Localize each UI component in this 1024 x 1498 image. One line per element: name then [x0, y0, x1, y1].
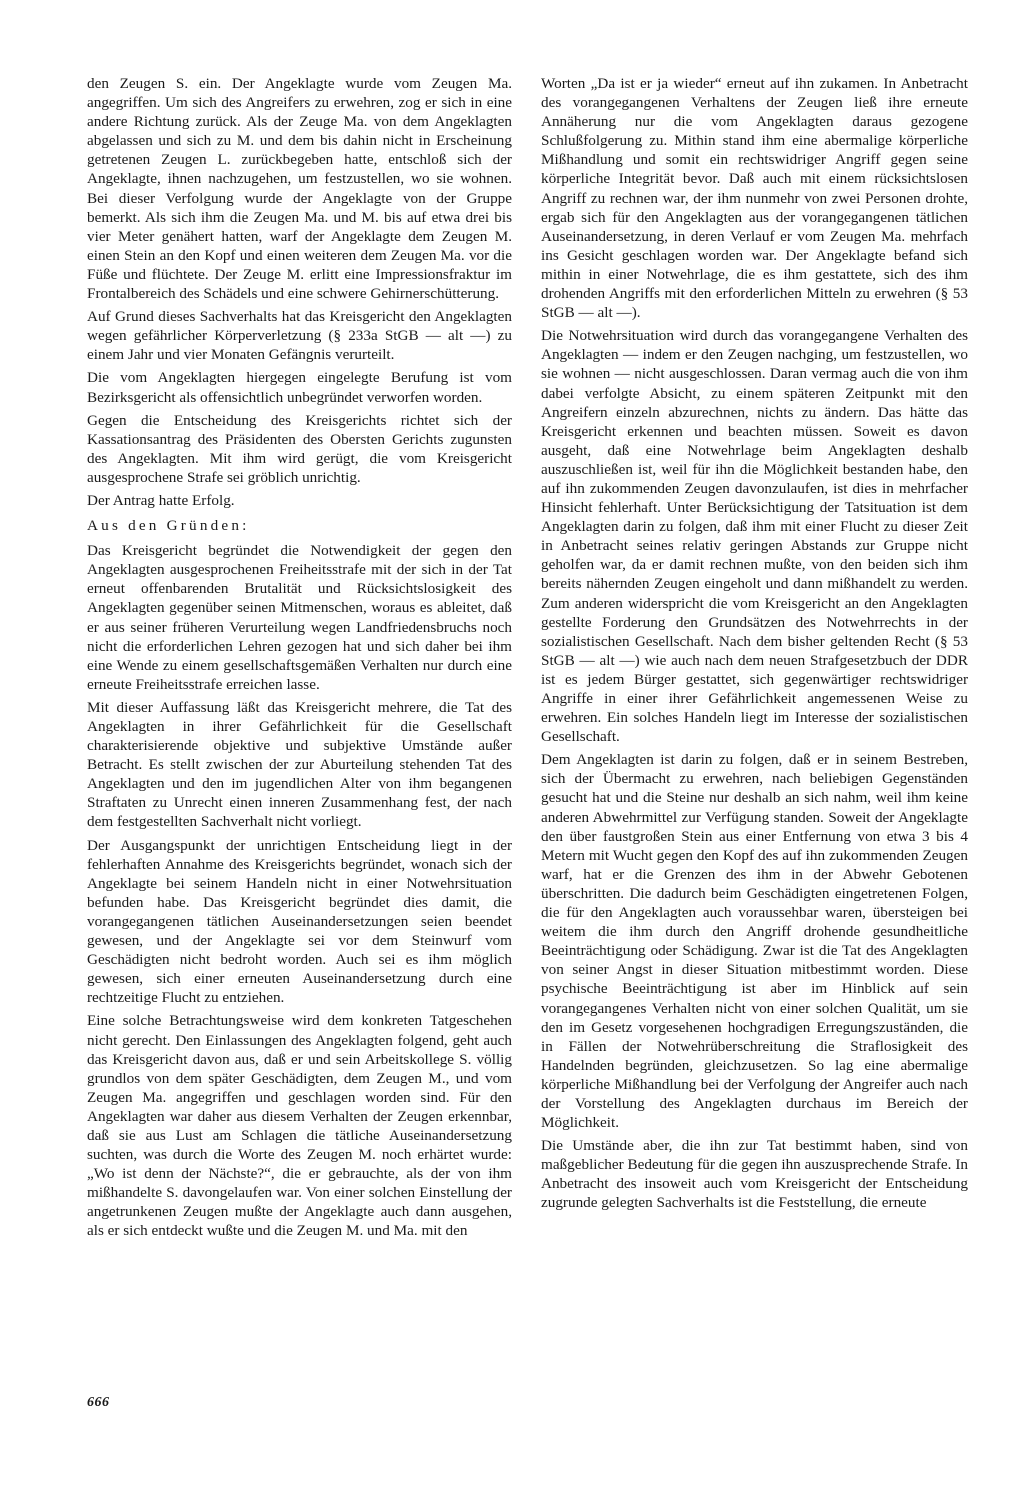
paragraph: den Zeugen S. ein. Der Angeklagte wurde vom Zeugen Ma. angegriffen. Um sich des Angreifers zu erwehren, zog er sich in eine andere Richtung zurück. Als der Zeuge Ma. von dem Angeklagten abgelassen und sich zu M. und dem bis dahin nicht in Erscheinung getretenen Zeugen L. zurückbegeben hatte, entschloß sich der Angeklagte, ihnen nachzugehen, um festzustellen, wo sie wohnen. Bei dieser Verfolgung wurde der Angeklagte von der Gruppe bemerkt. Als sich ihm die Zeugen Ma. und M. bis auf etwa drei bis vier Meter genähert hatten, warf der Angeklagte dem Zeugen M. einen Stein an den Kopf und einen weiteren dem Zeugen Ma. vor die Füße und flüchtete. Der Zeuge M. erlitt eine Impressionsfraktur im Frontalbereich des Schädels und eine schwere Gehirnerschütterung.	[87, 75, 512, 303]
paragraph: Dem Angeklagten ist darin zu folgen, daß er in seinem Bestreben, sich der Übermacht zu erwehren, nach beliebigen Gegenständen gesucht hat und die Steine nur deshalb an sich nahm, weil ihm keine anderen Abwehrmittel zur Verfügung standen. Soweit der Angeklagte den über faustgroßen Stein aus einer Entfernung von etwa 3 bis 4 Metern mit Wucht gegen den Kopf des auf ihn zukommenden Zeugen warf, hat er die Grenzen des ihm in der Abwehr Gebotenen überschritten. Die dadurch beim Geschädigten eingetretenen Folgen, die für den Angeklagten auch voraussehbar waren, übersteigen bei weitem die ihm durch den Angriff drohende gesundheitliche Beeinträchtigung oder Schädigung. Zwar ist die Tat des Angeklagten von seiner Angst in dieser Situation mitbestimmt worden. Diese psychische Beeinträchtigung ist aber im Hinblick auf sein vorangegangenes Verhalten nicht von einer solchen Qualität, um sie den im Gesetz vorgesehenen hochgradigen Erregungszuständen, die in Fällen der Notwehrüberschreitung die Straflosigkeit des Handelnden begründen, gleichzusetzen. So lag eine abermalige körperliche Mißhandlung bei der Verfolgung der Angreifer auch nach der Vorstellung des Angeklagten durchaus im Bereich der Möglichkeit.	[541, 751, 968, 1132]
paragraph: Die Notwehrsituation wird durch das vorangegangene Verhalten des Angeklagten — indem er den Zeugen nachging, um festzustellen, wo sie wohnen — nicht ausgeschlossen. Daran vermag auch die von ihm dabei verfolgte Absicht, zu einem späteren Zeitpunkt mit den Angreifern einzeln abzurechnen, nichts zu ändern. Das hätte das Kreisgericht erkennen und beachten müssen. Soweit es davon ausgeht, daß eine Notwehrlage beim Angeklagten deshalb auszuschließen ist, weil für ihn die Möglichkeit bestanden habe, den auf ihn zukommenden Zeugen davonzulaufen, ist dies in mehrfacher Hinsicht fehlerhaft. Unter Berücksichtigung der Tatsituation ist dem Angeklagten darin zu folgen, daß ihm mit einer Flucht zu dieser Zeit in Anbetracht seines relativ geringen Abstands zur Gruppe nicht geholfen war, da er damit rechnen mußte, von den beiden sich ihm bereits nähernden Zeugen eingeholt und dann mißhandelt zu werden. Zum anderen widerspricht die vom Kreisgericht an den Angeklagten gestellte Forderung den Grundsätzen des Notwehrrechts in der sozialistischen Gesellschaft. Nach dem bisher geltenden Recht (§ 53 StGB — alt —) wie auch nach dem neuen Strafgesetzbuch der DDR ist es jedem Bürger gestattet, sich gegenwärtiger rechtswidriger Angriffe in einer ihrer Gefährlichkeit angemessenen Weise zu erwehren. Ein solches Handeln liegt im Interesse der sozialistischen Gesellschaft.	[541, 327, 968, 746]
paragraph: Das Kreisgericht begründet die Notwendigkeit der gegen den Angeklagten ausgesprochenen Freiheitsstrafe mit der sich in der Tat erneut offenbarenden Brutalität und Rücksichtslosigkeit des Angeklagten gegenüber seinen Mitmenschen, woraus es ableitet, daß er aus seiner früheren Verurteilung wegen Landfriedensbruchs noch nicht die erforderlichen Lehren gezogen hat und sich daher bei ihm eine Wende zu einem gesellschaftsgemäßen Verhalten nur durch eine erneute Freiheitsstrafe erreichen lasse.	[87, 542, 512, 693]
right-column	[541, 74, 968, 1217]
page-number: 666	[87, 1395, 110, 1410]
paragraph: Der Antrag hatte Erfolg.	[87, 491, 235, 509]
paragraph: Gegen die Entscheidung des Kreisgerichts richtet sich der Kassationsantrag des Präsidenten des Obersten Gerichts zugunsten des Angeklagten. Mit ihm wird gerügt, die vom Kreisgericht ausgesprochene Strafe sei gröblich unrichtig.	[87, 411, 512, 486]
left-column	[87, 74, 512, 1245]
paragraph: Eine solche Betrachtungsweise wird dem konkreten Tatgeschehen nicht gerecht. Den Einlassungen des Angeklagten folgend, geht auch das Kreisgericht davon aus, daß er und sein Arbeitskollege S. völlig grundlos von dem später Geschädigten, dem Zeugen M., und vom Zeugen Ma. angegriffen und geschlagen worden sind. Für den Angeklagten war daher aus diesem Verhalten der Zeugen erkennbar, daß sie aus Lust am Schlagen die tätliche Auseinandersetzung suchten, was durch die Worte des Zeugen M. noch erhärtet wurde: „Wo ist denn der Nächste?“, die er gebrauchte, als der von ihm mißhandelte S. davongelaufen war. Von einer solchen Einstellung der angetrunkenen Zeugen mußte der Angeklagte auch dann ausgehen, als er sich entdeckt wußte und die Zeugen M. und Ma. mit den	[87, 1012, 512, 1240]
paragraph: Mit dieser Auffassung läßt das Kreisgericht mehrere, die Tat des Angeklagten in ihrer Gefährlichkeit für die Gesellschaft charakterisierende objektive und subjektive Umstände außer Betracht. Es stellt zwischen der zur Aburteilung stehenden Tat des Angeklagten und den im jugendlichen Alter von ihm begangenen Straftaten zu Unrecht einen inneren Zusammenhang fest, der nach dem festgestellten Sachverhalt nicht vorliegt.	[87, 698, 512, 831]
paragraph: Auf Grund dieses Sachverhalts hat das Kreisgericht den Angeklagten wegen gefährlicher Körperverletzung (§ 233a StGB — alt —) zu einem Jahr und vier Monaten Gefängnis verurteilt.	[87, 308, 512, 364]
paragraph: Worten „Da ist er ja wieder“ erneut auf ihn zukamen. In Anbetracht des vorangegangenen Verhaltens der Zeugen ließ ihre erneute Annäherung nur die vom Angeklagten daraus gezogene Schlußfolgerung zu. Mithin stand ihm eine abermalige körperliche Mißhandlung und somit ein rechtswidriger Angriff gegen seine körperliche Integrität bevor. Daß auch mit einem rücksichtslosen Angriff zu rechnen war, der ihm nunmehr von zwei Personen drohte, ergab sich für den Angeklagten aus der vorangegangenen tätlichen Auseinandersetzung, in deren Verlauf er vom Zeugen Ma. mehrfach ins Gesicht geschlagen worden war. Der Angeklagte befand sich mithin in einer Notwehrlage, die es ihm gestattete, sich des ihm drohenden Angriffs mit den erforderlichen Mitteln zu erwehren (§ 53 StGB — alt —).	[541, 75, 968, 322]
section-heading: Aus den Gründen:	[87, 517, 250, 535]
paragraph: Die vom Angeklagten hiergegen eingelegte Berufung ist vom Bezirksgericht als offensichtlich unbegründet verworfen worden.	[87, 369, 512, 406]
paragraph: Der Ausgangspunkt der unrichtigen Entscheidung liegt in der fehlerhaften Annahme des Kreisgerichts begründet, wonach sich der Angeklagte bei seinem Handeln nicht in einer Notwehrsituation befunden habe. Das Kreisgericht begründet dies damit, die vorangegangenen tätlichen Auseinandersetzungen seien beendet gewesen, und der Angeklagte sei vor dem Steinwurf vom Geschädigten nicht bedroht worden. Auch sei es ihm möglich gewesen, sich einer erneuten Auseinandersetzung durch eine rechtzeitige Flucht zu entziehen.	[87, 836, 512, 1007]
paragraph: Die Umstände aber, die ihn zur Tat bestimmt haben, sind von maßgeblicher Bedeutung für die gegen ihn auszusprechende Strafe. In Anbetracht des insoweit auch vom Kreisgericht der Entscheidung zugrunde gelegten Sachverhalts ist die Feststellung, die erneute	[541, 1137, 968, 1212]
